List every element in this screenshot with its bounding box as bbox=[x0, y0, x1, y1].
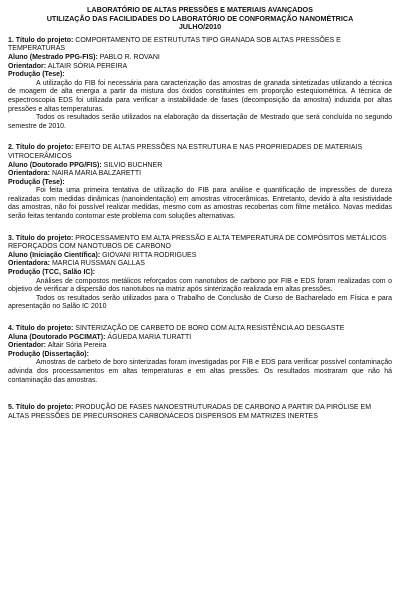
project-title: SINTERIZAÇÃO DE CARBETO DE BORO COM ALTA RESISTÊNCIA AO DESGASTE bbox=[75, 325, 345, 332]
aluno-label: Aluno (Mestrado PPG-FIS): bbox=[8, 53, 98, 61]
project-3 bbox=[8, 235, 392, 312]
project-paragraph: Foi feita uma primeira tentativa de utilização do FIB para análise e quantificação de impressões de dureza realizadas com medidas dinâmicas (nanoindentação) em amostras vitrocerâmicas. Entretanto, devido à alta resistividade das amostras, não foi possível realizar medidas, mesmo com as amostras recobertas com filme metálico. Novas medidas serão feitas tentando contornar este problema com soluções alternativas. bbox=[8, 187, 392, 221]
aluno-name: PABLO R. ROVANI bbox=[99, 53, 160, 61]
project-paragraph: Amostras de carbeto de boro sinterizadas foram investigadas por FIB e EDS para verificar possível contaminação advinda dos processamentos em altas temperaturas e em altas pressões. Os resultados mostraram que não há contaminação das amostras. bbox=[8, 359, 392, 384]
orientador-name: NAIRA MARIA BALZARETTI bbox=[51, 170, 142, 178]
project-title-line bbox=[8, 144, 392, 161]
project-title-label: 5. Título do projeto: bbox=[8, 404, 74, 412]
project-paragraph: Análises de compostos metálicos reforçados com nanotubos de carbono por FIB e EDS foram realizadas com o objetivo de verificar a dispersão dos nanotubos na matriz após sinterização realizada em altas pressões. bbox=[8, 277, 392, 294]
project-paragraph: A utilização do FIB foi necessária para caracterização das amostras de granada sintetizadas utilizando a técnica de moagem de alta energia a partir da mistura dos óxidos constituintes em proporção estequiométrica. A técnica de espectroscopia EDS foi utilizada para verificar a instabilidade de fases (decomposição da amostra) induzida por altas pressões e altas temperaturas. bbox=[8, 79, 392, 113]
orientador-line bbox=[8, 260, 392, 269]
project-5 bbox=[8, 404, 392, 421]
aluno-line bbox=[8, 334, 392, 343]
orientador-name: ALTAIR SÓRIA PEREIRA bbox=[47, 62, 128, 70]
project-title-line bbox=[8, 37, 392, 54]
project-paragraph: Todos os resultados serão utilizados para o Trabalho de Conclusão de Curso de Bacharelado em Física e para apresentação no Salão IC 2010 bbox=[8, 294, 392, 311]
producao-label: Produção (TCC, Salão IC): bbox=[8, 269, 96, 277]
orientador-label: Orientadora: bbox=[8, 260, 51, 268]
aluno-name: ÁGUEDA MARIA TURATTI bbox=[107, 333, 192, 341]
project-1 bbox=[8, 37, 392, 132]
header-line-1: LABORATÓRIO DE ALTAS PRESSÕES E MATERIAIS AVANÇADOS bbox=[87, 5, 313, 14]
aluno-label: Aluna (Doutorado PGCIMAT): bbox=[8, 333, 106, 341]
project-title-label: 3. Título do projeto: bbox=[8, 234, 74, 242]
aluno-line bbox=[8, 54, 392, 63]
document-header bbox=[8, 6, 392, 32]
project-title-line bbox=[8, 404, 392, 421]
orientador-label: Orientador: bbox=[8, 342, 47, 350]
project-title: COMPORTAMENTO DE ESTRUTUTAS TIPO GRANADA SOB ALTAS PRESSÕES E TEMPERATURAS bbox=[8, 36, 341, 53]
orientador-line bbox=[8, 63, 392, 72]
orientador-line bbox=[8, 170, 392, 179]
producao-label: Produção (Dissertação): bbox=[8, 350, 89, 358]
orientador-name: Altair Sória Pereira bbox=[47, 342, 107, 350]
project-title-line bbox=[8, 235, 392, 252]
project-4 bbox=[8, 325, 392, 385]
header-line-3: JULHO/2010 bbox=[178, 22, 222, 32]
producao-label: Produção (Tese): bbox=[8, 71, 65, 79]
project-title: PROCESSAMENTO EM ALTA PRESSÃO E ALTA TEMPERATURA DE COMPÓSITOS METÁLICOS REFORÇADOS COM NANOTUBOS DE CARBONO bbox=[8, 234, 387, 251]
aluno-line bbox=[8, 162, 392, 171]
header-line-2: UTILIZAÇÃO DAS FACILIDADES DO LABORATÓRIO DE CONFORMAÇÃO NANOMÉTRICA bbox=[46, 13, 354, 23]
project-2 bbox=[8, 144, 392, 221]
aluno-line bbox=[8, 252, 392, 261]
project-title: PRODUÇÃO DE FASES NANOESTRUTURADAS DE CARBONO A PARTIR DA PIRÓLISE EM ALTAS PRESSÕES DE PRECURSORES CARBONÁCEOS DISPERSOS EM MATRIZES INERTES bbox=[8, 404, 372, 420]
aluno-name: SILVIO BUCHNER bbox=[103, 161, 163, 169]
orientador-label: Orientador: bbox=[8, 62, 47, 70]
producao-label: Produção (Tese): bbox=[8, 178, 65, 186]
orientador-name: MARCIA RUSSMAN GALLAS bbox=[51, 260, 145, 268]
aluno-label: Aluno (Doutorado PPG/FIS): bbox=[8, 161, 102, 169]
project-paragraph: Todos os resultados serão utilizados na elaboração da dissertação de Mestrado que será concluída no segundo semestre de 2010. bbox=[8, 114, 392, 130]
project-title: EFEITO DE ALTAS PRESSÕES NA ESTRUTURA E NAS PROPRIEDADES DE MATERIAIS VITROCERÂMICOS bbox=[8, 144, 363, 160]
project-title-label: 2. Título do projeto: bbox=[8, 144, 74, 152]
aluno-name: GIOVANI RITTA RODRIGUES bbox=[102, 251, 197, 259]
aluno-label: Aluno (Iniciação Científica): bbox=[8, 251, 101, 259]
project-title-label: 4. Título do projeto: bbox=[8, 325, 74, 332]
project-title-label: 1. Título do projeto: bbox=[8, 36, 74, 44]
orientador-label: Orientadora: bbox=[8, 170, 51, 178]
orientador-line bbox=[8, 342, 392, 351]
project-title-line bbox=[8, 325, 392, 334]
